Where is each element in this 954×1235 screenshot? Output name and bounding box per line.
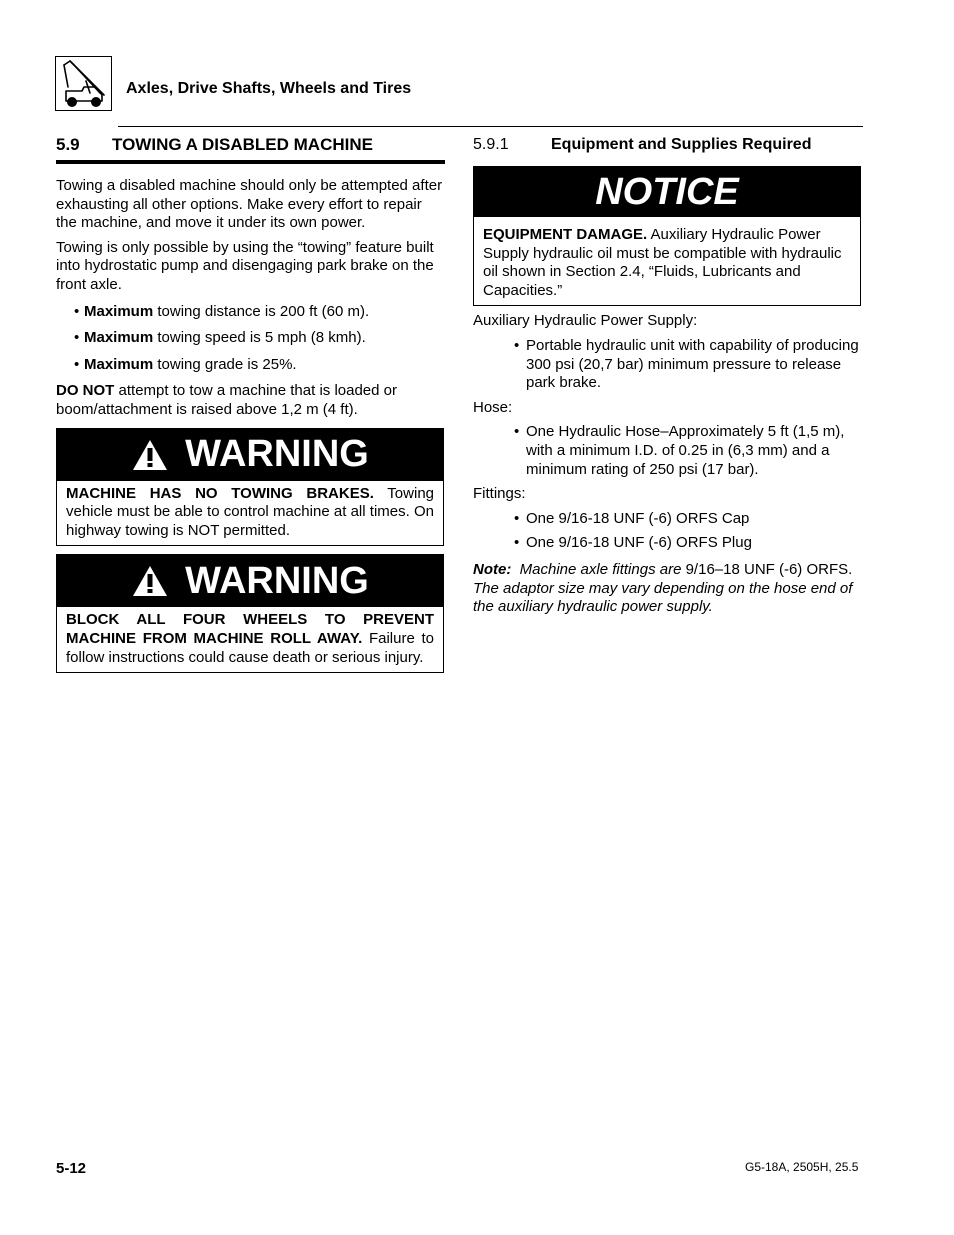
do-not-paragraph: DO NOT attempt to tow a machine that is loaded or boom/attachment is raised above 1,2 m (4 ft). [56, 382, 397, 418]
warning-banner [57, 555, 443, 607]
fittings-label: Fittings: [473, 485, 526, 503]
warning-label: WARNING [185, 559, 369, 602]
list-item: • Maximum towing distance is 200 ft (60 m). [74, 302, 370, 320]
list-item: • Maximum towing grade is 25%. [74, 355, 297, 373]
header-divider [118, 126, 863, 127]
notice-text: EQUIPMENT DAMAGE. Auxiliary Hydraulic Power Supply hydraulic oil must be compatible with hydraulic oil shown in Section 2.4, “Fluids, Lubricants and Capacities.” [483, 226, 842, 299]
section-number: 5.9 [56, 135, 80, 154]
note-paragraph: Note: Machine axle fittings are 9/16–18 UNF (-6) ORFS. The adaptor size may vary depending on the hose end of the auxiliary hydraulic power supply. [473, 560, 853, 616]
warning-text: MACHINE HAS NO TOWING BRAKES. Towing vehicle must be able to control machine at all times. On highway towing is NOT permitted. [66, 484, 434, 539]
subsection-title: Equipment and Supplies Required [551, 136, 812, 153]
power-supply-label: Auxiliary Hydraulic Power Supply: [473, 312, 698, 330]
section-divider [56, 160, 445, 164]
list-item: • One Hydraulic Hose–Approximately 5 ft (1,5 m), with a minimum I.D. of 0.25 in (6,3 mm) and a minimum rating of 250 psi (17 bar). [514, 423, 845, 478]
section-title: TOWING A DISABLED MACHINE [112, 135, 373, 154]
warning-triangle-icon [131, 438, 169, 472]
hose-list [473, 423, 863, 479]
subsection-number: 5.9.1 [473, 136, 509, 153]
warning-banner [57, 429, 443, 481]
document-id: G5-18A, 2505H, 25.5 [745, 1160, 859, 1174]
header-title: Axles, Drive Shafts, Wheels and Tires [126, 80, 412, 97]
page-number: 5-12 [56, 1160, 87, 1177]
notice-banner: NOTICE [474, 167, 860, 217]
list-item: • One 9/16-18 UNF (-6) ORFS Plug [514, 534, 752, 552]
fittings-list [473, 510, 863, 553]
right-column [473, 134, 863, 617]
warning-box-block-wheels [56, 554, 444, 673]
intro-paragraph: Towing a disabled machine should only be attempted after exhausting all other options. Make every effort to repair the machine, and move it under its own power. [56, 177, 443, 232]
subsection-heading [473, 134, 863, 156]
warning-label: WARNING [185, 433, 369, 476]
section-heading [56, 134, 445, 156]
notice-box [473, 166, 861, 306]
towing-limits-list [56, 303, 445, 375]
telehandler-machine-icon [55, 56, 112, 111]
list-item: • Portable hydraulic unit with capability of producing 300 psi (20,7 bar) minimum pressure to release park brake. [514, 336, 859, 392]
warning-box-towing-brakes [56, 428, 444, 547]
list-item: • One 9/16-18 UNF (-6) ORFS Cap [514, 509, 750, 527]
towing-feature-paragraph: Towing is only possible by using the “towing” feature built into hydrostatic pump and disengaging park brake on the front axle. [56, 238, 434, 293]
list-item: • Maximum towing speed is 5 mph (8 kmh). [74, 329, 366, 347]
power-supply-list [473, 337, 863, 393]
warning-text: BLOCK ALL FOUR WHEELS TO PREVENT MACHINE FROM MACHINE ROLL AWAY. Failure to follow instructions could cause death or serious injury. [66, 611, 435, 666]
hose-label: Hose: [473, 398, 513, 416]
warning-triangle-icon [131, 564, 169, 598]
left-column [56, 134, 445, 673]
